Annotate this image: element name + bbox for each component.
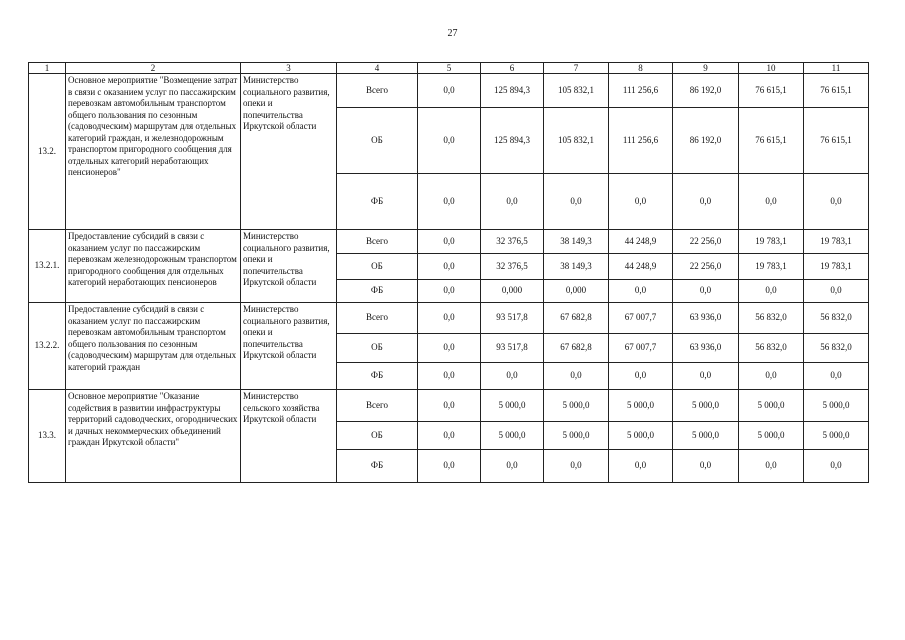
- amount-cell: 5 000,0: [609, 390, 673, 422]
- amount-cell: 0,0: [739, 450, 804, 483]
- amount-cell: 105 832,1: [544, 108, 609, 174]
- funding-source: ФБ: [337, 363, 418, 390]
- amount-cell: 0,0: [418, 390, 481, 422]
- column-header: 2: [66, 63, 241, 74]
- funding-source: ОБ: [337, 254, 418, 280]
- amount-cell: 76 615,1: [739, 74, 804, 108]
- funding-source: ОБ: [337, 108, 418, 174]
- amount-cell: 0,000: [544, 280, 609, 303]
- amount-cell: 105 832,1: [544, 74, 609, 108]
- amount-cell: 56 832,0: [739, 303, 804, 334]
- column-header: 11: [804, 63, 869, 74]
- amount-cell: 0,0: [418, 363, 481, 390]
- amount-cell: 5 000,0: [544, 422, 609, 450]
- amount-cell: 56 832,0: [804, 334, 869, 363]
- item-description: Предоставление субсидий в связи с оказанием услуг по пассажирским перевозкам автомобильным транспортом общего пользования по сезонным (садоводческим) маршрутам для отдельных категорий граждан: [66, 303, 241, 390]
- item-code: 13.2.1.: [29, 230, 66, 303]
- amount-cell: 22 256,0: [673, 230, 739, 254]
- amount-cell: 5 000,0: [673, 390, 739, 422]
- amount-cell: 19 783,1: [804, 254, 869, 280]
- amount-cell: 0,0: [609, 363, 673, 390]
- funding-source: ФБ: [337, 280, 418, 303]
- amount-cell: 0,0: [418, 74, 481, 108]
- column-header: 10: [739, 63, 804, 74]
- amount-cell: 111 256,6: [609, 74, 673, 108]
- amount-cell: 63 936,0: [673, 303, 739, 334]
- item-executor: Министерство сельского хозяйства Иркутской области: [241, 390, 337, 483]
- amount-cell: 5 000,0: [739, 390, 804, 422]
- amount-cell: 44 248,9: [609, 254, 673, 280]
- amount-cell: 0,0: [739, 174, 804, 230]
- amount-cell: 86 192,0: [673, 108, 739, 174]
- amount-cell: 0,0: [418, 108, 481, 174]
- amount-cell: 0,0: [544, 450, 609, 483]
- item-executor: Министерство социального развития, опеки и попечительства Иркутской области: [241, 303, 337, 390]
- item-code: 13.2.: [29, 74, 66, 230]
- amount-cell: 0,0: [418, 303, 481, 334]
- amount-cell: 0,0: [673, 450, 739, 483]
- amount-cell: 76 615,1: [739, 108, 804, 174]
- amount-cell: 67 007,7: [609, 303, 673, 334]
- amount-cell: 56 832,0: [739, 334, 804, 363]
- amount-cell: 111 256,6: [609, 108, 673, 174]
- amount-cell: 0,0: [673, 280, 739, 303]
- amount-cell: 67 682,8: [544, 303, 609, 334]
- column-header: 7: [544, 63, 609, 74]
- amount-cell: 38 149,3: [544, 254, 609, 280]
- amount-cell: 76 615,1: [804, 74, 869, 108]
- amount-cell: 67 007,7: [609, 334, 673, 363]
- amount-cell: 0,0: [609, 174, 673, 230]
- amount-cell: 0,0: [481, 363, 544, 390]
- amount-cell: 0,0: [739, 280, 804, 303]
- amount-cell: 5 000,0: [609, 422, 673, 450]
- amount-cell: 5 000,0: [804, 422, 869, 450]
- amount-cell: 0,0: [804, 174, 869, 230]
- amount-cell: 0,0: [544, 363, 609, 390]
- funding-source: ОБ: [337, 334, 418, 363]
- amount-cell: 125 894,3: [481, 108, 544, 174]
- column-header: 4: [337, 63, 418, 74]
- amount-cell: 38 149,3: [544, 230, 609, 254]
- amount-cell: 0,0: [418, 280, 481, 303]
- amount-cell: 44 248,9: [609, 230, 673, 254]
- amount-cell: 63 936,0: [673, 334, 739, 363]
- amount-cell: 67 682,8: [544, 334, 609, 363]
- item-description: Предоставление субсидий в связи с оказанием услуг по пассажирским перевозкам железнодорожным транспортом пригородного сообщения для отдельных категорий неработающих пенсионеров: [66, 230, 241, 303]
- column-header: 8: [609, 63, 673, 74]
- funding-source: ФБ: [337, 450, 418, 483]
- budget-table: [28, 62, 869, 483]
- amount-cell: 0,0: [673, 363, 739, 390]
- amount-cell: 5 000,0: [481, 422, 544, 450]
- amount-cell: 0,0: [418, 254, 481, 280]
- amount-cell: 93 517,8: [481, 303, 544, 334]
- amount-cell: 0,0: [418, 334, 481, 363]
- item-description: Основное мероприятие "Возмещение затрат в связи с оказанием услуг по пассажирским перевозкам автомобильным транспортом общего пользования по сезонным (садоводческим) маршрутам для отдельных категорий граждан, и железнодорожным транспортом пригородного сообщения для отдельных категорий неработающих пенсионеров": [66, 74, 241, 230]
- amount-cell: 0,0: [481, 174, 544, 230]
- column-header: 9: [673, 63, 739, 74]
- amount-cell: 0,0: [804, 363, 869, 390]
- amount-cell: 56 832,0: [804, 303, 869, 334]
- amount-cell: 0,0: [609, 280, 673, 303]
- amount-cell: 0,000: [481, 280, 544, 303]
- amount-cell: 19 783,1: [739, 230, 804, 254]
- item-code: 13.2.2.: [29, 303, 66, 390]
- amount-cell: 125 894,3: [481, 74, 544, 108]
- amount-cell: 5 000,0: [673, 422, 739, 450]
- amount-cell: 0,0: [609, 450, 673, 483]
- amount-cell: 93 517,8: [481, 334, 544, 363]
- item-executor: Министерство социального развития, опеки и попечительства Иркутской области: [241, 230, 337, 303]
- amount-cell: 19 783,1: [739, 254, 804, 280]
- item-description: Основное мероприятие "Оказание содействия в развитии инфраструктуры территорий садоводческих, огороднических и дачных некоммерческих объединений граждан Иркутской области": [66, 390, 241, 483]
- amount-cell: 0,0: [418, 450, 481, 483]
- amount-cell: 86 192,0: [673, 74, 739, 108]
- amount-cell: 0,0: [481, 450, 544, 483]
- column-header: 1: [29, 63, 66, 74]
- amount-cell: 0,0: [418, 422, 481, 450]
- amount-cell: 32 376,5: [481, 230, 544, 254]
- funding-source: Всего: [337, 230, 418, 254]
- column-header: 3: [241, 63, 337, 74]
- table-row: [29, 390, 869, 422]
- amount-cell: 5 000,0: [804, 390, 869, 422]
- amount-cell: 5 000,0: [739, 422, 804, 450]
- item-code: 13.3.: [29, 390, 66, 483]
- amount-cell: 76 615,1: [804, 108, 869, 174]
- amount-cell: 22 256,0: [673, 254, 739, 280]
- table-row: [29, 303, 869, 334]
- page-number: 27: [447, 28, 458, 39]
- amount-cell: 0,0: [418, 230, 481, 254]
- amount-cell: 32 376,5: [481, 254, 544, 280]
- amount-cell: 0,0: [804, 280, 869, 303]
- amount-cell: 0,0: [673, 174, 739, 230]
- funding-source: Всего: [337, 74, 418, 108]
- funding-source: ФБ: [337, 174, 418, 230]
- column-header: 5: [418, 63, 481, 74]
- amount-cell: 0,0: [739, 363, 804, 390]
- column-header: 6: [481, 63, 544, 74]
- funding-source: ОБ: [337, 422, 418, 450]
- funding-source: Всего: [337, 303, 418, 334]
- amount-cell: 0,0: [418, 174, 481, 230]
- amount-cell: 5 000,0: [544, 390, 609, 422]
- amount-cell: 5 000,0: [481, 390, 544, 422]
- amount-cell: 19 783,1: [804, 230, 869, 254]
- table-row: [29, 74, 869, 108]
- item-executor: Министерство социального развития, опеки и попечительства Иркутской области: [241, 74, 337, 230]
- table-row: [29, 230, 869, 254]
- amount-cell: 0,0: [544, 174, 609, 230]
- funding-source: Всего: [337, 390, 418, 422]
- amount-cell: 0,0: [804, 450, 869, 483]
